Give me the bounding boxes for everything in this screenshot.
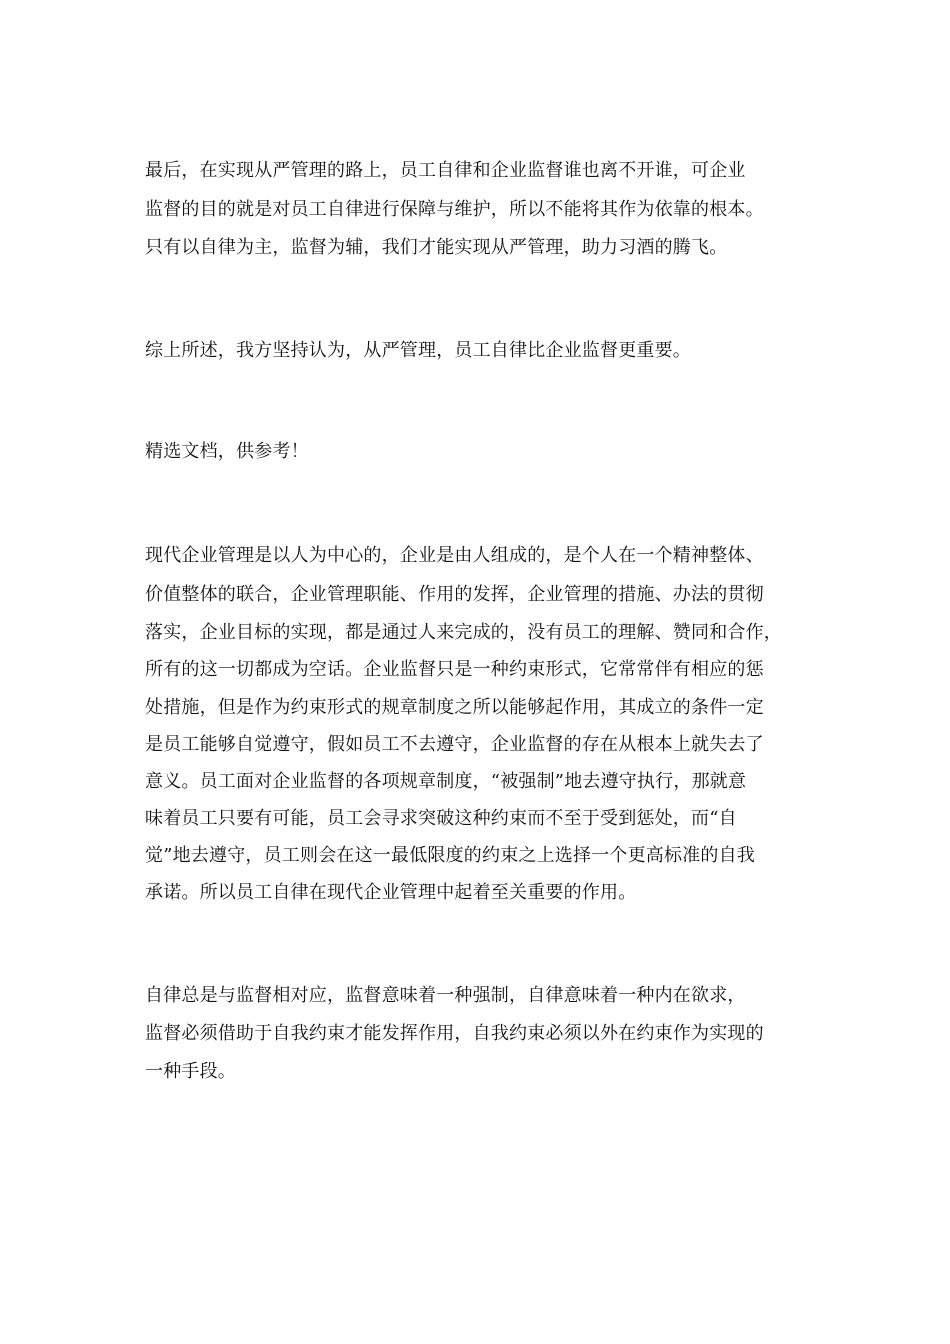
- text-line: 价值整体的联合，企业管理职能、作用的发挥，企业管理的措施、办法的贯彻: [145, 584, 764, 605]
- text-line: 落实，企业目标的实现，都是通过人来完成的，没有员工的理解、赞同和合作，: [145, 622, 782, 643]
- text-line: 意义。员工面对企业监督的各项规章制度，“被强制”地去遵守执行，那就意: [145, 771, 747, 792]
- text-line: 所有的这一切都成为空话。企业监督只是一种约束形式，它常常伴有相应的惩: [145, 659, 764, 680]
- text-line: 自律总是与监督相对应，监督意味着一种强制，自律意味着一种内在欲求，: [145, 985, 746, 1006]
- text-line: 监督必须借助于自我约束才能发挥作用，自我约束必须以外在约束作为实现的: [145, 1023, 764, 1044]
- text-line: 觉”地去遵守，员工则会在这一最低限度的约束之上选择一个更高标准的自我: [145, 845, 755, 866]
- text-line: 是员工能够自觉遵守，假如员工不去遵守，企业监督的存在从根本上就失去了: [145, 734, 764, 755]
- text-line: 处措施，但是作为约束形式的规章制度之所以能够起作用，其成立的条件一定: [145, 697, 764, 718]
- text-line: 综上所述，我方坚持认为，从严管理，员工自律比企业监督更重要。: [145, 340, 691, 361]
- text-line: 现代企业管理是以人为中心的，企业是由人组成的，是个人在一个精神整体、: [145, 545, 764, 566]
- text-line: 味着员工只要有可能，员工会寻求突破这种约束而不至于受到惩处，而“自: [145, 808, 737, 829]
- text-line: 精选文档，供参考！: [145, 441, 309, 462]
- text-line: 承诺。所以员工自律在现代企业管理中起着至关重要的作用。: [145, 882, 637, 903]
- text-line: 只有以自律为主，监督为辅，我们才能实现从严管理，助力习酒的腾飞。: [145, 237, 728, 258]
- text-line: 一种手段。: [145, 1061, 236, 1082]
- text-line: 最后，在实现从严管理的路上，员工自律和企业监督谁也离不开谁，可企业: [145, 160, 746, 181]
- text-line: 监督的目的就是对员工自律进行保障与维护，所以不能将其作为依靠的根本。: [145, 199, 764, 220]
